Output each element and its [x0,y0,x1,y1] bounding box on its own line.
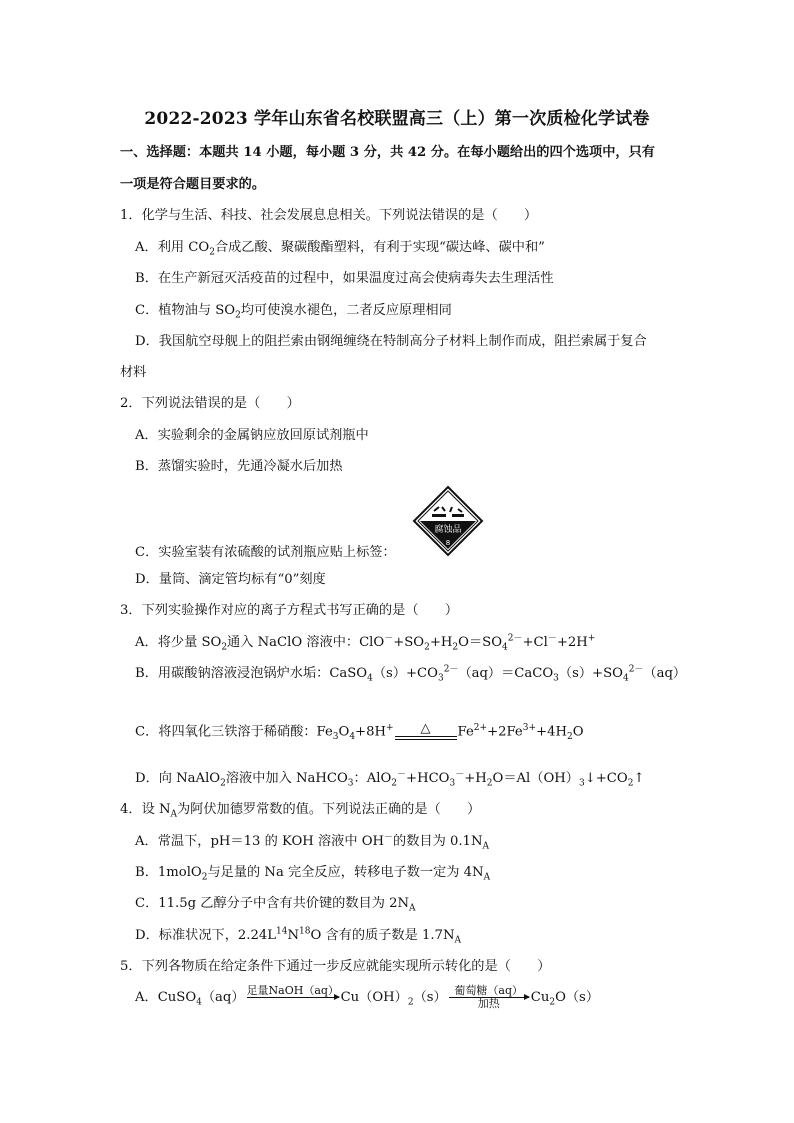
reaction-arrow-glucose: 葡萄糖（aq） 加热 [449,985,529,1010]
question-3-stem: 3．下列实验操作对应的离子方程式书写正确的是（ ） [120,603,459,618]
question-2-option-b: B．蒸馏实验时，先通冷凝水后加热 [135,459,343,474]
question-5-stem: 5．下列各物质在给定条件下通过一步反应就能实现所示转化的是（ ） [120,959,551,974]
reaction-arrow-naoh: 足量NaOH（aq） [246,984,339,997]
question-1-option-b: B．在生产新冠灭活疫苗的过程中，如果温度过高会使病毒失去生理活性 [135,271,554,286]
question-2-option-c: C．实验室装有浓硫酸的试剂瓶应贴上标签： [135,545,396,560]
question-3-option-b: B．用碳酸钠溶液浸泡锅炉水垢：$CaSO_4(s)+CO_3^{2-}(aq)=CaCO_3(s)+SO_4^{2-}(aq)$ [135,664,687,684]
heating-equals-sign: △ [395,722,457,742]
question-1-option-d-cont: 材料 [120,365,147,380]
hazard-label-text: 腐蚀品 [434,525,462,535]
question-4-option-a: A．常温下，pH＝13 的 KOH 溶液中 OH－的数目为 $0.1N_A$ [135,832,489,852]
page-title: 2022-2023 学年山东省名校联盟高三（上）第一次质检化学试卷 [144,109,650,129]
question-2-stem: 2．下列说法错误的是（ ） [120,396,300,411]
section-instructions-line1: 一、选择题：本题共 14 小题，每小题 3 分，共 42 分。在每小题给出的四个选项中，只有 [120,145,655,160]
section-instructions-line2: 一项是符合题目要求的。 [120,177,266,192]
question-4-option-b: B．1molO$_2$与足量的 Na 完全反应，转移电子数一定为 $4N_A$ [135,865,491,883]
question-1-option-c: C．植物油与 $SO_2$均可使溴水褪色，二者反应原理相同 [135,303,452,321]
question-3-option-d: D．向 NaAlO$_2$溶液中加入 NaHCO$_3$：$AlO_2^-+HCO_3^-+H_2O=Al(OH)_3↓+CO_2↑$ [135,769,645,789]
hazard-label-class: 8 [445,539,451,547]
question-4-option-c: C．11.5g 乙醇分子中含有共价键的数目为 $2N_A$ [135,896,416,914]
question-1-option-a: A．利用 $CO_2$合成乙酸、聚碳酸酯塑料，有利于实现“碳达峰、碳中和” [135,240,545,258]
corrosive-hazard-label-icon [412,485,484,557]
question-1-option-d: D．我国航空母舰上的阻拦索由钢绳缠绕在特制高分子材料上制作而成，阻拦索属于复合 [135,334,647,349]
question-2-option-a: A．实验剩余的金属钠应放回原试剂瓶中 [135,428,369,443]
question-3-option-c: C．将四氧化三铁溶于稀硝酸：$Fe_3O_4+8H^+$ △ $Fe^{2+}+2Fe^{3+}+4H_2O$ [135,721,584,743]
question-4-stem: 4．设 $N_A$为阿伏加德罗常数的值。下列说法正确的是（ ） [120,802,481,820]
question-4-option-d: D．标准状况下，$2.24L^{14}N^{18}O$ 含有的质子数是 $1.7N_A$ [135,926,461,946]
question-3-option-a: A．将少量 $SO_2$通入 NaClO 溶液中：$ClO^-+SO_2+H_2O=SO_4^{2-}+Cl^-+2H^+$ [135,633,596,653]
question-5-option-a: A．CuSO$_4$（aq） 足量NaOH（aq） $Cu(OH)_2(s)$ 葡萄糖（aq） 加热 $Cu_2O(s)$ [135,984,600,1010]
question-2-option-d: D．量筒、滴定管均标有“0”刻度 [135,572,326,587]
question-1-stem: 1．化学与生活、科技、社会发展息息相关。下列说法错误的是（ ） [120,208,538,223]
